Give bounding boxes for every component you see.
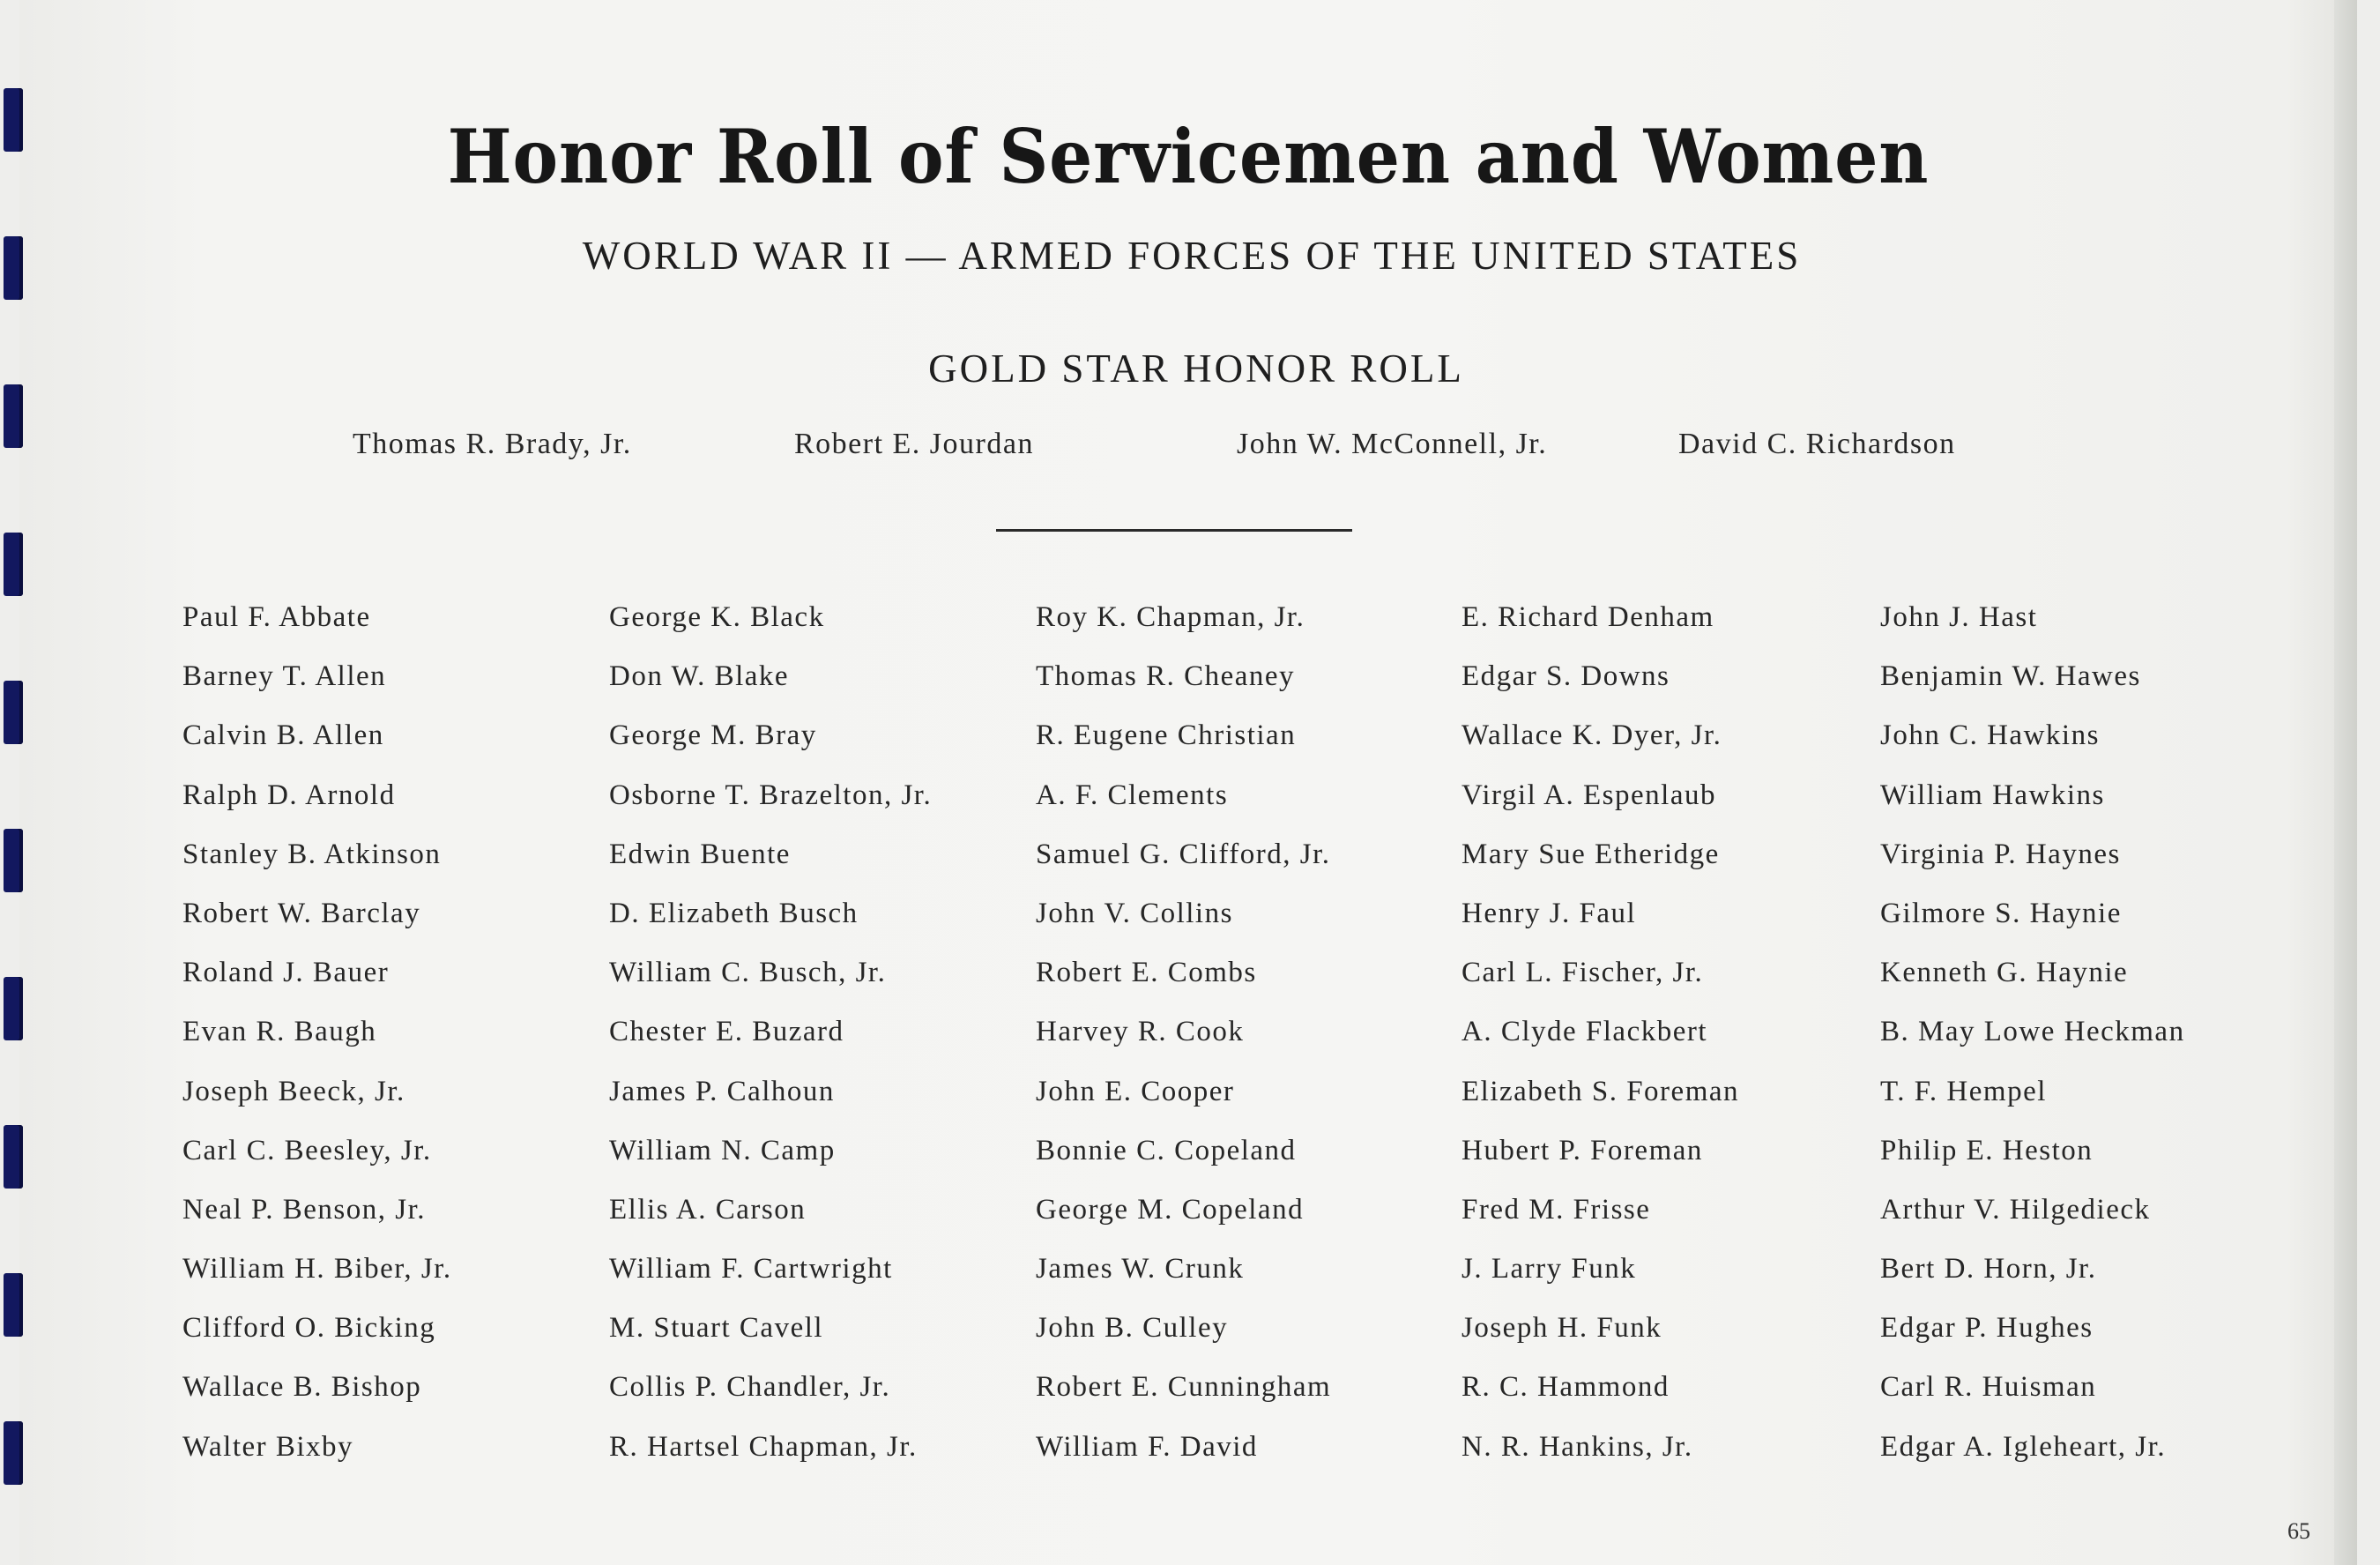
serviceman-name: Thomas R. Cheaney [1036, 660, 1296, 693]
serviceman-name: R. Hartsel Chapman, Jr. [609, 1430, 918, 1463]
gold-star-name: Robert E. Jourdan [794, 428, 1034, 460]
page-title: Honor Roll of Servicemen and Women [447, 113, 1930, 200]
names-column-4 [1461, 598, 1739, 1487]
book-page [19, 0, 2357, 1565]
serviceman-name: William C. Busch, Jr. [609, 957, 887, 989]
page-subtitle: WORLD WAR II — ARMED FORCES OF THE UNITED STATES [582, 234, 1802, 278]
serviceman-name: Kenneth G. Haynie [1880, 957, 2129, 989]
serviceman-name: James W. Crunk [1036, 1253, 1245, 1286]
serviceman-name: Mary Sue Etheridge [1461, 838, 1720, 870]
binding-coil [4, 1125, 23, 1189]
serviceman-name: John J. Hast [1880, 601, 2038, 633]
serviceman-name: Calvin B. Allen [182, 719, 384, 752]
serviceman-name: William H. Biber, Jr. [182, 1253, 452, 1286]
serviceman-name: Robert W. Barclay [182, 897, 421, 929]
serviceman-name: Edgar A. Igleheart, Jr. [1880, 1430, 2167, 1463]
serviceman-name: Elizabeth S. Foreman [1461, 1075, 1740, 1107]
gold-star-name: Thomas R. Brady, Jr. [353, 428, 632, 460]
serviceman-name: John B. Culley [1036, 1312, 1229, 1345]
serviceman-name: William F. Cartwright [609, 1253, 893, 1286]
binding-coil [4, 533, 23, 596]
serviceman-name: Benjamin W. Hawes [1880, 660, 2141, 693]
binding-coil [4, 1421, 23, 1485]
serviceman-name: Osborne T. Brazelton, Jr. [609, 779, 933, 811]
serviceman-name: Harvey R. Cook [1036, 1016, 1245, 1048]
serviceman-name: R. Eugene Christian [1036, 719, 1297, 752]
serviceman-name: Robert E. Cunningham [1036, 1371, 1332, 1404]
serviceman-name: George K. Black [609, 601, 825, 633]
serviceman-name: Joseph H. Funk [1461, 1312, 1662, 1345]
serviceman-name: Henry J. Faul [1461, 897, 1637, 929]
serviceman-name: George M. Bray [609, 719, 817, 752]
gold-star-heading: GOLD STAR HONOR ROLL [928, 347, 1464, 391]
serviceman-name: Ellis A. Carson [609, 1193, 807, 1226]
names-column-5 [1880, 598, 2185, 1487]
serviceman-name: J. Larry Funk [1461, 1253, 1637, 1286]
binding-coil [4, 1273, 23, 1337]
serviceman-name: Stanley B. Atkinson [182, 838, 442, 870]
serviceman-name: Barney T. Allen [182, 660, 387, 693]
serviceman-name: Fred M. Frisse [1461, 1193, 1651, 1226]
serviceman-name: Paul F. Abbate [182, 601, 371, 633]
serviceman-name: George M. Copeland [1036, 1193, 1305, 1226]
serviceman-name: William Hawkins [1880, 779, 2105, 811]
serviceman-name: Edwin Buente [609, 838, 791, 870]
binding-coil [4, 384, 23, 448]
serviceman-name: A. F. Clements [1036, 779, 1229, 811]
serviceman-name: Carl C. Beesley, Jr. [182, 1134, 432, 1166]
serviceman-name: Virgil A. Espenlaub [1461, 779, 1716, 811]
binding-coil [4, 829, 23, 892]
serviceman-name: Virginia P. Haynes [1880, 838, 2121, 870]
binding-coil [4, 681, 23, 744]
serviceman-name: Hubert P. Foreman [1461, 1134, 1703, 1166]
serviceman-name: Clifford O. Bicking [182, 1312, 436, 1345]
serviceman-name: Neal P. Benson, Jr. [182, 1193, 426, 1226]
serviceman-name: Walter Bixby [182, 1430, 354, 1463]
serviceman-name: M. Stuart Cavell [609, 1312, 824, 1345]
gold-star-name: David C. Richardson [1678, 428, 1956, 460]
serviceman-name: N. R. Hankins, Jr. [1461, 1430, 1693, 1463]
serviceman-name: John E. Cooper [1036, 1075, 1235, 1107]
serviceman-name: Roland J. Bauer [182, 957, 390, 989]
serviceman-name: Don W. Blake [609, 660, 790, 693]
serviceman-name: Samuel G. Clifford, Jr. [1036, 838, 1331, 870]
serviceman-name: R. C. Hammond [1461, 1371, 1670, 1404]
serviceman-name: James P. Calhoun [609, 1075, 835, 1107]
serviceman-name: Gilmore S. Haynie [1880, 897, 2122, 929]
serviceman-name: Roy K. Chapman, Jr. [1036, 601, 1305, 633]
serviceman-name: T. F. Hempel [1880, 1075, 2047, 1107]
page-number: 65 [2287, 1518, 2310, 1544]
binding-coil [4, 88, 23, 152]
serviceman-name: Philip E. Heston [1880, 1134, 2094, 1166]
serviceman-name: Joseph Beeck, Jr. [182, 1075, 405, 1107]
serviceman-name: William N. Camp [609, 1134, 836, 1166]
serviceman-name: Robert E. Combs [1036, 957, 1257, 989]
serviceman-name: Collis P. Chandler, Jr. [609, 1371, 891, 1404]
serviceman-name: A. Clyde Flackbert [1461, 1016, 1708, 1048]
serviceman-name: Edgar P. Hughes [1880, 1312, 2094, 1345]
serviceman-name: Bert D. Horn, Jr. [1880, 1253, 2097, 1286]
serviceman-name: Carl R. Huisman [1880, 1371, 2097, 1404]
serviceman-name: Edgar S. Downs [1461, 660, 1670, 693]
serviceman-name: William F. David [1036, 1430, 1258, 1463]
serviceman-name: Wallace B. Bishop [182, 1371, 422, 1404]
binding-coil [4, 236, 23, 300]
serviceman-name: John C. Hawkins [1880, 719, 2100, 752]
serviceman-name: D. Elizabeth Busch [609, 897, 859, 929]
serviceman-name: B. May Lowe Heckman [1880, 1016, 2185, 1048]
section-divider [996, 529, 1352, 532]
spiral-binding [0, 0, 23, 1565]
gold-star-name: John W. McConnell, Jr. [1237, 428, 1548, 460]
serviceman-name: Chester E. Buzard [609, 1016, 844, 1048]
serviceman-name: Arthur V. Hilgedieck [1880, 1193, 2151, 1226]
serviceman-name: Ralph D. Arnold [182, 779, 396, 811]
serviceman-name: Carl L. Fischer, Jr. [1461, 957, 1704, 989]
binding-coil [4, 977, 23, 1040]
serviceman-name: John V. Collins [1036, 897, 1233, 929]
serviceman-name: E. Richard Denham [1461, 601, 1714, 633]
serviceman-name: Evan R. Baugh [182, 1016, 377, 1048]
serviceman-name: Bonnie C. Copeland [1036, 1134, 1297, 1166]
names-column-3 [1036, 598, 1331, 1487]
names-column-2 [609, 598, 932, 1487]
names-column-1 [182, 598, 452, 1487]
serviceman-name: Wallace K. Dyer, Jr. [1461, 719, 1722, 752]
